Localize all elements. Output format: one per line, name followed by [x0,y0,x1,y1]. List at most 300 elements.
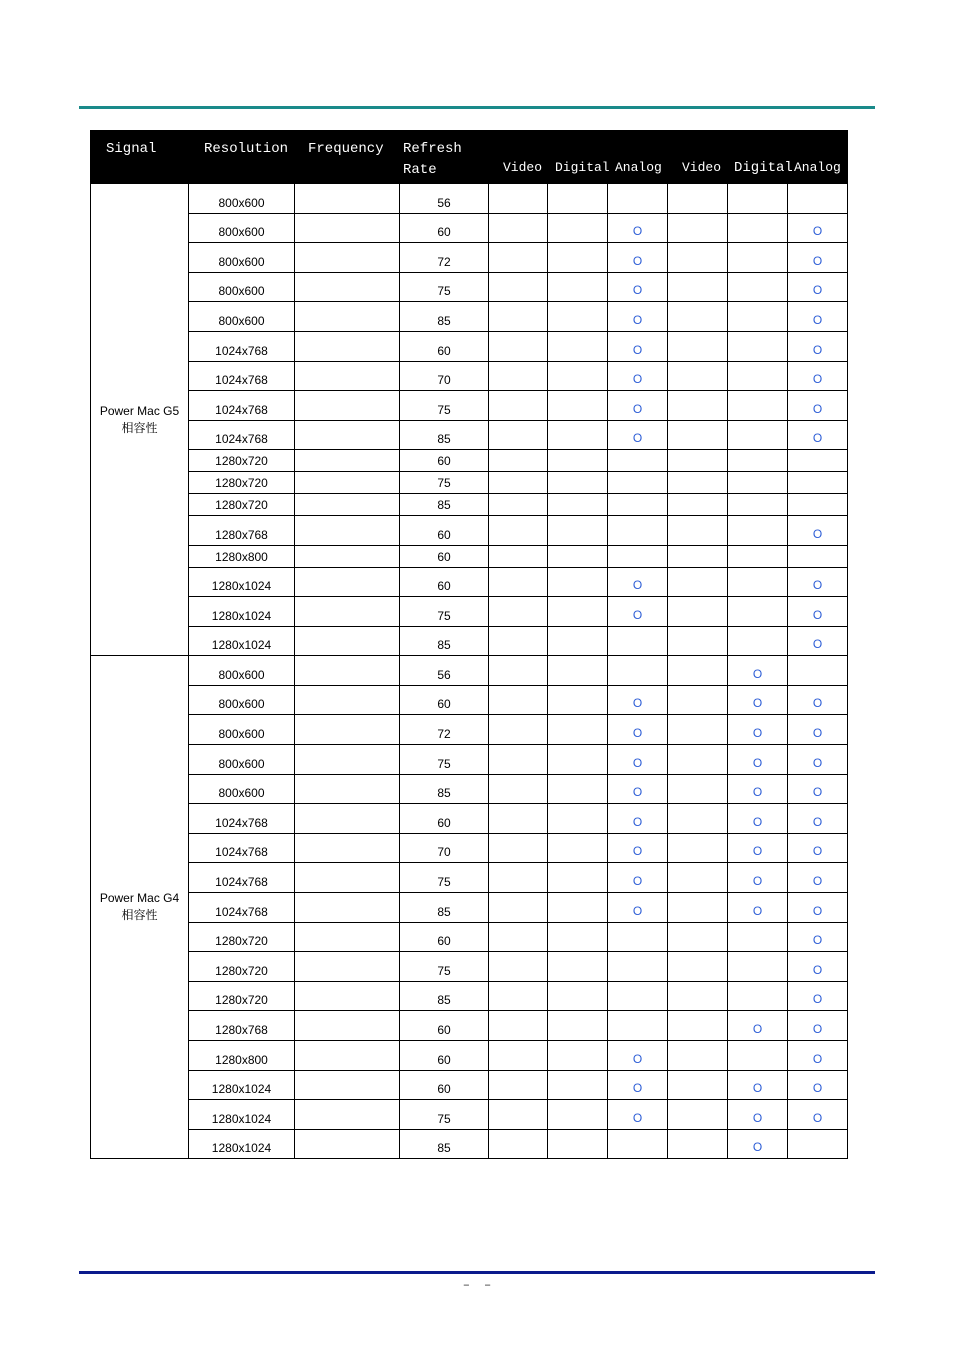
header-video-1: Video [503,160,543,175]
compat-cell [668,420,728,450]
compat-cell [608,516,668,546]
compat-cell [548,450,608,472]
resolution-cell: 800x600 [189,243,295,273]
compat-cell [668,656,728,686]
compat-mark: O [752,785,763,800]
compat-cell [788,1041,848,1071]
compat-cell [608,1041,668,1071]
resolution-cell: 1280x720 [189,981,295,1011]
compat-cell [788,331,848,361]
compat-mark: O [632,874,643,889]
table-row [91,494,848,516]
frequency-cell [295,213,400,243]
compat-cell [728,952,788,982]
signal-cell [91,656,189,1159]
table-row [91,863,848,893]
compat-cell [668,1011,728,1041]
compat-cell [668,243,728,273]
compat-mark: O [632,814,643,829]
frequency-cell [295,685,400,715]
resolution-cell: 1280x720 [189,922,295,952]
compat-cell [788,420,848,450]
table-row [91,833,848,863]
compat-mark: O [752,1022,763,1036]
resolution-cell: 1024x768 [189,833,295,863]
compat-mark: O [632,785,643,800]
refresh-cell: 72 [400,243,489,273]
refresh-cell: 75 [400,952,489,982]
page-dash-left: – [462,1278,470,1292]
compat-mark: O [812,755,823,770]
compat-cell [728,391,788,421]
compat-cell [728,302,788,332]
signal-name: Power Mac G4 [99,891,180,906]
frequency-cell [295,331,400,361]
resolution-cell: 1280x1024 [189,597,295,627]
resolution-cell: 1024x768 [189,361,295,391]
compat-cell [728,1100,788,1130]
compat-cell [489,981,548,1011]
refresh-cell: 75 [400,391,489,421]
compat-cell [489,922,548,952]
compat-cell [608,745,668,775]
compat-cell [548,243,608,273]
compat-cell [728,494,788,516]
compat-cell [728,1129,788,1159]
refresh-cell: 60 [400,213,489,243]
table-row [91,952,848,982]
compat-cell [548,545,608,567]
compat-mark: O [632,401,643,416]
compat-mark: O [812,607,823,622]
compat-mark: O [812,283,823,298]
compat-mark: O [752,1110,763,1125]
compat-cell [489,804,548,834]
compat-cell [668,1100,728,1130]
compat-cell [608,213,668,243]
table-row [91,1041,848,1071]
compat-mark: O [752,814,763,829]
compat-cell [788,981,848,1011]
compat-mark: O [812,401,823,416]
compat-cell [608,472,668,494]
compat-cell [548,952,608,982]
refresh-cell: 60 [400,685,489,715]
frequency-cell [295,893,400,923]
compat-cell [489,272,548,302]
compat-cell [489,450,548,472]
compat-cell [608,981,668,1011]
compat-cell [728,833,788,863]
refresh-cell: 60 [400,331,489,361]
resolution-cell: 800x600 [189,715,295,745]
compat-cell [728,715,788,745]
compat-cell [548,1100,608,1130]
refresh-cell: 60 [400,1011,489,1041]
table-row [91,745,848,775]
compat-cell [548,685,608,715]
compat-mark: O [632,372,643,387]
frequency-cell [295,516,400,546]
compat-cell [668,1129,728,1159]
table-row [91,302,848,332]
compat-mark: O [632,726,643,741]
compat-cell [788,213,848,243]
table-row [91,516,848,546]
compat-cell [608,893,668,923]
compat-cell [489,420,548,450]
frequency-cell [295,656,400,686]
compat-cell [788,804,848,834]
header-refresh-line1: Refresh [403,141,462,157]
refresh-cell: 60 [400,1070,489,1100]
compat-cell [788,1100,848,1130]
frequency-cell [295,715,400,745]
compat-cell [489,685,548,715]
compat-cell [548,420,608,450]
compat-cell [548,1070,608,1100]
compat-cell [548,833,608,863]
header-signal: Signal [106,141,157,157]
compat-cell [608,243,668,273]
compat-mark: O [812,312,823,327]
page-number [452,1278,502,1292]
compat-cell [788,952,848,982]
compat-cell [608,420,668,450]
compat-cell [489,1041,548,1071]
compat-cell [728,597,788,627]
frequency-cell [295,981,400,1011]
compat-cell [608,656,668,686]
table-row [91,893,848,923]
compat-mark: O [752,666,763,681]
compat-cell [788,626,848,656]
compat-mark: O [812,933,823,948]
compat-cell [548,1129,608,1159]
compat-mark: O [632,903,643,918]
compat-cell [608,494,668,516]
table-row [91,1100,848,1130]
compat-cell [608,685,668,715]
compat-cell [548,745,608,775]
compat-mark: O [632,312,643,327]
frequency-cell [295,1041,400,1071]
compat-mark: O [752,1140,763,1155]
table-row [91,450,848,472]
compat-mark: O [752,844,763,859]
compat-mark: O [812,1110,823,1125]
table-row [91,331,848,361]
compat-mark: O [752,874,763,889]
refresh-cell: 70 [400,361,489,391]
table-row [91,545,848,567]
compat-cell [608,804,668,834]
compat-cell [788,494,848,516]
header-refresh-line2: Rate [403,162,437,178]
table-row [91,981,848,1011]
compat-cell [728,567,788,597]
compat-cell [608,331,668,361]
signal-subtitle: 相容性 [121,420,158,435]
frequency-cell [295,774,400,804]
compat-cell [668,922,728,952]
compat-cell [668,184,728,214]
compat-cell [548,863,608,893]
header-rule [79,106,875,109]
table-row [91,1070,848,1100]
resolution-cell: 1280x768 [189,516,295,546]
frequency-cell [295,863,400,893]
compat-cell [668,1070,728,1100]
compat-cell [548,597,608,627]
compat-cell [788,272,848,302]
compat-cell [788,450,848,472]
compat-cell [668,626,728,656]
compat-cell [668,450,728,472]
compat-cell [788,715,848,745]
compat-cell [489,516,548,546]
footer-rule [79,1271,875,1274]
compat-cell [668,361,728,391]
compat-cell [548,774,608,804]
compat-cell [489,597,548,627]
compat-cell [608,450,668,472]
compat-cell [548,981,608,1011]
resolution-cell: 1024x768 [189,420,295,450]
compat-cell [668,302,728,332]
compat-cell [668,804,728,834]
frequency-cell [295,1070,400,1100]
signal-cell [91,184,189,656]
compat-cell [728,1041,788,1071]
compat-cell [548,213,608,243]
compat-cell [608,184,668,214]
compat-cell [548,516,608,546]
compat-cell [489,391,548,421]
compat-cell [489,656,548,686]
resolution-cell: 1280x768 [189,1011,295,1041]
refresh-cell: 75 [400,863,489,893]
compat-mark: O [812,224,823,239]
resolution-cell: 1280x800 [189,1041,295,1071]
compat-mark: O [812,253,823,268]
frequency-cell [295,243,400,273]
compat-cell [788,1011,848,1041]
compat-cell [788,472,848,494]
compat-cell [489,567,548,597]
table-row [91,243,848,273]
table-row [91,774,848,804]
refresh-cell: 60 [400,1041,489,1071]
compat-mark: O [812,1051,823,1066]
refresh-cell: 60 [400,922,489,952]
resolution-cell: 1280x1024 [189,567,295,597]
page-dash-right: – [484,1278,492,1292]
compat-cell [548,302,608,332]
refresh-cell: 75 [400,745,489,775]
frequency-cell [295,1129,400,1159]
table-row [91,715,848,745]
compat-mark: O [632,431,643,446]
refresh-cell: 85 [400,302,489,332]
compat-cell [728,626,788,656]
compat-cell [608,567,668,597]
compat-mark: O [632,253,643,268]
refresh-cell: 56 [400,184,489,214]
frequency-cell [295,1011,400,1041]
compat-cell [788,1070,848,1100]
compat-cell [668,213,728,243]
table-row [91,472,848,494]
compat-cell [489,626,548,656]
frequency-cell [295,472,400,494]
compat-cell [548,626,608,656]
compat-cell [728,361,788,391]
resolution-cell: 1280x1024 [189,626,295,656]
resolution-cell: 1280x1024 [189,1070,295,1100]
refresh-cell: 75 [400,272,489,302]
compat-cell [788,184,848,214]
refresh-cell: 85 [400,981,489,1011]
resolution-cell: 1280x1024 [189,1100,295,1130]
resolution-cell: 1024x768 [189,331,295,361]
compat-mark: O [632,1081,643,1096]
compat-cell [668,745,728,775]
compat-cell [548,922,608,952]
compat-mark: O [812,814,823,829]
compat-cell [548,184,608,214]
table-header [90,130,848,183]
refresh-cell: 60 [400,450,489,472]
compat-cell [788,922,848,952]
compat-cell [668,494,728,516]
refresh-cell: 85 [400,494,489,516]
compat-cell [489,745,548,775]
compat-cell [728,472,788,494]
resolution-cell: 800x600 [189,774,295,804]
frequency-cell [295,450,400,472]
table-row [91,922,848,952]
compat-mark: O [812,903,823,918]
table-row [91,184,848,214]
compat-cell [489,184,548,214]
compat-cell [668,715,728,745]
compat-mark: O [812,1022,823,1036]
compat-cell [668,331,728,361]
frequency-cell [295,302,400,332]
compat-cell [548,361,608,391]
compat-mark: O [812,342,823,357]
compat-cell [489,331,548,361]
refresh-cell: 60 [400,516,489,546]
frequency-cell [295,420,400,450]
compatibility-table [90,183,848,1159]
compat-cell [548,494,608,516]
resolution-cell: 1280x720 [189,472,295,494]
frequency-cell [295,272,400,302]
frequency-cell [295,1100,400,1130]
frequency-cell [295,952,400,982]
compat-mark: O [632,696,643,711]
compat-cell [608,922,668,952]
header-analog-1: Analog [615,160,662,175]
compat-cell [548,656,608,686]
refresh-cell: 70 [400,833,489,863]
frequency-cell [295,567,400,597]
compat-cell [608,833,668,863]
refresh-cell: 60 [400,567,489,597]
compat-cell [788,545,848,567]
resolution-cell: 1280x720 [189,450,295,472]
compat-cell [548,1011,608,1041]
compat-cell [668,863,728,893]
compat-mark: O [752,903,763,918]
header-resolution: Resolution [204,141,289,157]
compat-mark: O [812,844,823,859]
compat-cell [489,1070,548,1100]
compat-cell [608,1011,668,1041]
compat-cell [788,893,848,923]
compat-mark: O [632,1051,643,1066]
compat-cell [668,516,728,546]
header-video-2: Video [682,160,722,175]
resolution-cell: 800x600 [189,213,295,243]
compat-cell [548,715,608,745]
compat-mark: O [812,785,823,800]
compat-mark: O [812,696,823,711]
compat-cell [548,804,608,834]
compat-cell [489,545,548,567]
compat-cell [608,774,668,804]
compat-mark: O [812,726,823,741]
frequency-cell [295,626,400,656]
compat-cell [489,893,548,923]
compat-mark: O [632,607,643,622]
compat-mark: O [812,431,823,446]
compat-cell [668,685,728,715]
resolution-cell: 800x600 [189,272,295,302]
compat-cell [489,1011,548,1041]
compat-cell [548,331,608,361]
compat-cell [489,833,548,863]
compat-cell [668,567,728,597]
compat-cell [788,685,848,715]
compat-cell [668,472,728,494]
frequency-cell [295,745,400,775]
compat-cell [668,981,728,1011]
compat-cell [728,745,788,775]
compat-cell [608,1129,668,1159]
compat-cell [728,450,788,472]
compat-cell [788,567,848,597]
compat-cell [489,715,548,745]
compat-cell [728,922,788,952]
signal-subtitle: 相容性 [121,908,158,923]
compat-cell [728,685,788,715]
compat-cell [489,243,548,273]
table-row [91,685,848,715]
refresh-cell: 75 [400,597,489,627]
table-row [91,1129,848,1159]
compat-mark: O [812,637,823,652]
resolution-cell: 1024x768 [189,863,295,893]
resolution-cell: 800x600 [189,302,295,332]
compat-cell [548,567,608,597]
resolution-cell: 1280x720 [189,952,295,982]
table-row [91,1011,848,1041]
compat-cell [668,952,728,982]
compat-cell [728,804,788,834]
